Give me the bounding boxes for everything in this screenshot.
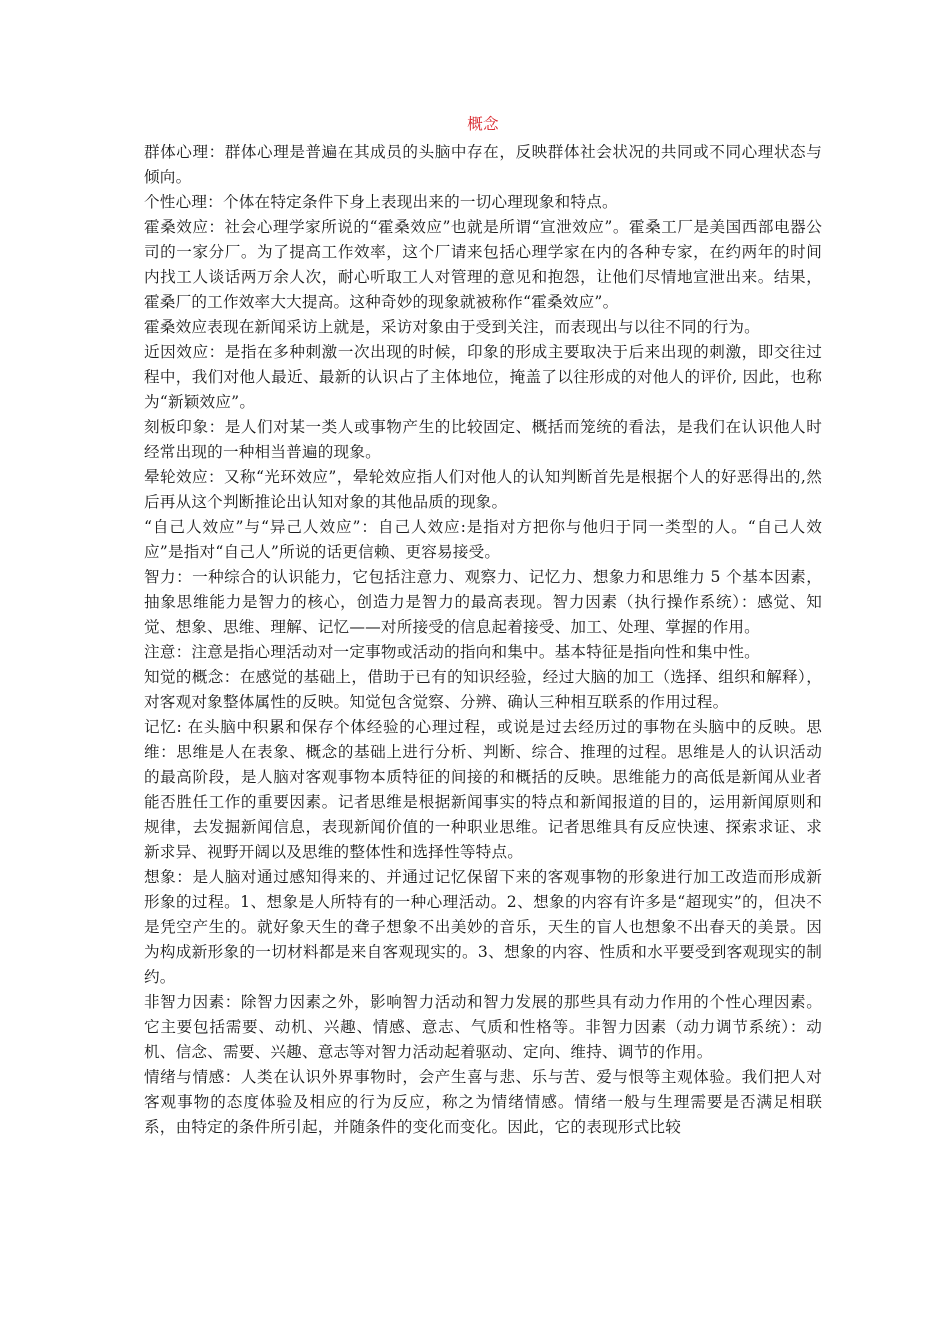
- paragraph-recency-effect: 近因效应：是指在多种刺激一次出现的时候，印象的形成主要取决于后来出现的刺激，即交往过程中，我们对他人最近、最新的认识占了主体地位，掩盖了以往形成的对他人的评价, 因此，也称为“新颖效应”。: [144, 343, 822, 411]
- paragraph-hawthorne-effect: 霍桑效应：社会心理学家所说的“霍桑效应”也就是所谓“宣泄效应”。霍桑工厂是美国西部电器公司的一家分厂。为了提高工作效率，这个厂请来包括心理学家在内的各种专家，在约两年的时间内找工人谈话两万余人次，耐心听取工人对管理的意见和抱怨，让他们尽情地宣泄出来。结果，霍桑厂的工作效率大大提高。这种奇妙的现象就被称作“霍桑效应”。: [144, 218, 822, 311]
- paragraph-emotion-feeling: 情绪与情感：人类在认识外界事物时，会产生喜与悲、乐与苦、爱与恨等主观体验。我们把人对客观事物的态度体验及相应的行为反应，称之为情绪情感。情绪一般与生理需要是否满足相联系，由特定的条件所引起，并随条件的变化而变化。因此，它的表现形式比较: [144, 1068, 822, 1136]
- paragraph-memory-thinking: 记忆: 在头脑中积累和保存个体经验的心理过程，或说是过去经历过的事物在头脑中的反映。思维：思维是人在表象、概念的基础上进行分析、判断、综合、推理的过程。思维是人的认识活动的最高阶段，是人脑对客观事物本质特征的间接的和概括的反映。思维能力的高低是新闻从业者能否胜任工作的重要因素。记者思维是根据新闻事实的特点和新闻报道的目的，运用新闻原则和规律，去发掘新闻信息，表现新闻价值的一种职业思维。记者思维具有反应快速、探索求证、求新求异、视野开阔以及思维的整体性和选择性等特点。: [144, 718, 822, 861]
- paragraph-intelligence: 智力：一种综合的认识能力，它包括注意力、观察力、记忆力、想象力和思维力 5 个基本因素，抽象思维能力是智力的核心，创造力是智力的最高表现。智力因素（执行操作系统）：感觉、知觉、想象、思维、理解、记忆——对所接受的信息起着接受、加工、处理、掌握的作用。: [144, 568, 822, 636]
- paragraph-individual-psychology: 个性心理：个体在特定条件下身上表现出来的一切心理现象和特点。: [144, 193, 618, 211]
- paragraph-in-group-effect: “自己人效应”与“异己人效应”：自己人效应:是指对方把你与他归于同一类型的人。“自己人效应”是指对“自己人”所说的话更信赖、更容易接受。: [144, 518, 822, 561]
- paragraph-attention: 注意：注意是指心理活动对一定事物或活动的指向和集中。基本特征是指向性和集中性。: [144, 643, 760, 661]
- paragraph-imagination: 想象：是人脑对通过感知得来的、并通过记忆保留下来的客观事物的形象进行加工改造而形成新形象的过程。1、想象是人所特有的一种心理活动。2、想象的内容有许多是“超现实”的，但决不是凭空产生的。就好象天生的聋子想象不出美妙的音乐，天生的盲人也想象不出春天的美景。因为构成新形象的一切材料都是来自客观现实的。3、想象的内容、性质和水平要受到客观现实的制约。: [144, 868, 822, 986]
- paragraph-stereotype: 刻板印象：是人们对某一类人或事物产生的比较固定、概括而笼统的看法，是我们在认识他人时经常出现的一种相当普遍的现象。: [144, 418, 822, 461]
- paragraph-perception: 知觉的概念：在感觉的基础上，借助于已有的知识经验，经过大脑的加工（选择、组织和解释），对客观对象整体属性的反映。知觉包含觉察、分辨、确认三种相互联系的作用过程。: [144, 668, 822, 711]
- paragraph-non-intellectual-factors: 非智力因素：除智力因素之外，影响智力活动和智力发展的那些具有动力作用的个性心理因素。它主要包括需要、动机、兴趣、情感、意志、气质和性格等。非智力因素（动力调节系统）：动机、信念、需要、兴趣、意志等对智力活动起着驱动、定向、维持、调节的作用。: [144, 993, 822, 1061]
- paragraph-hawthorne-interview: 霍桑效应表现在新闻采访上就是，采访对象由于受到关注，而表现出与以往不同的行为。: [144, 318, 760, 336]
- document-title: 概念: [467, 115, 499, 133]
- paragraph-group-psychology: 群体心理：群体心理是普遍在其成员的头脑中存在，反映群体社会状况的共同或不同心理状态与倾向。: [144, 143, 822, 186]
- paragraph-halo-effect: 晕轮效应：又称“光环效应”，晕轮效应指人们对他人的认知判断首先是根据个人的好恶得出的,然后再从这个判断推论出认知对象的其他品质的现象。: [144, 468, 822, 511]
- document-page: [144, 112, 822, 1140]
